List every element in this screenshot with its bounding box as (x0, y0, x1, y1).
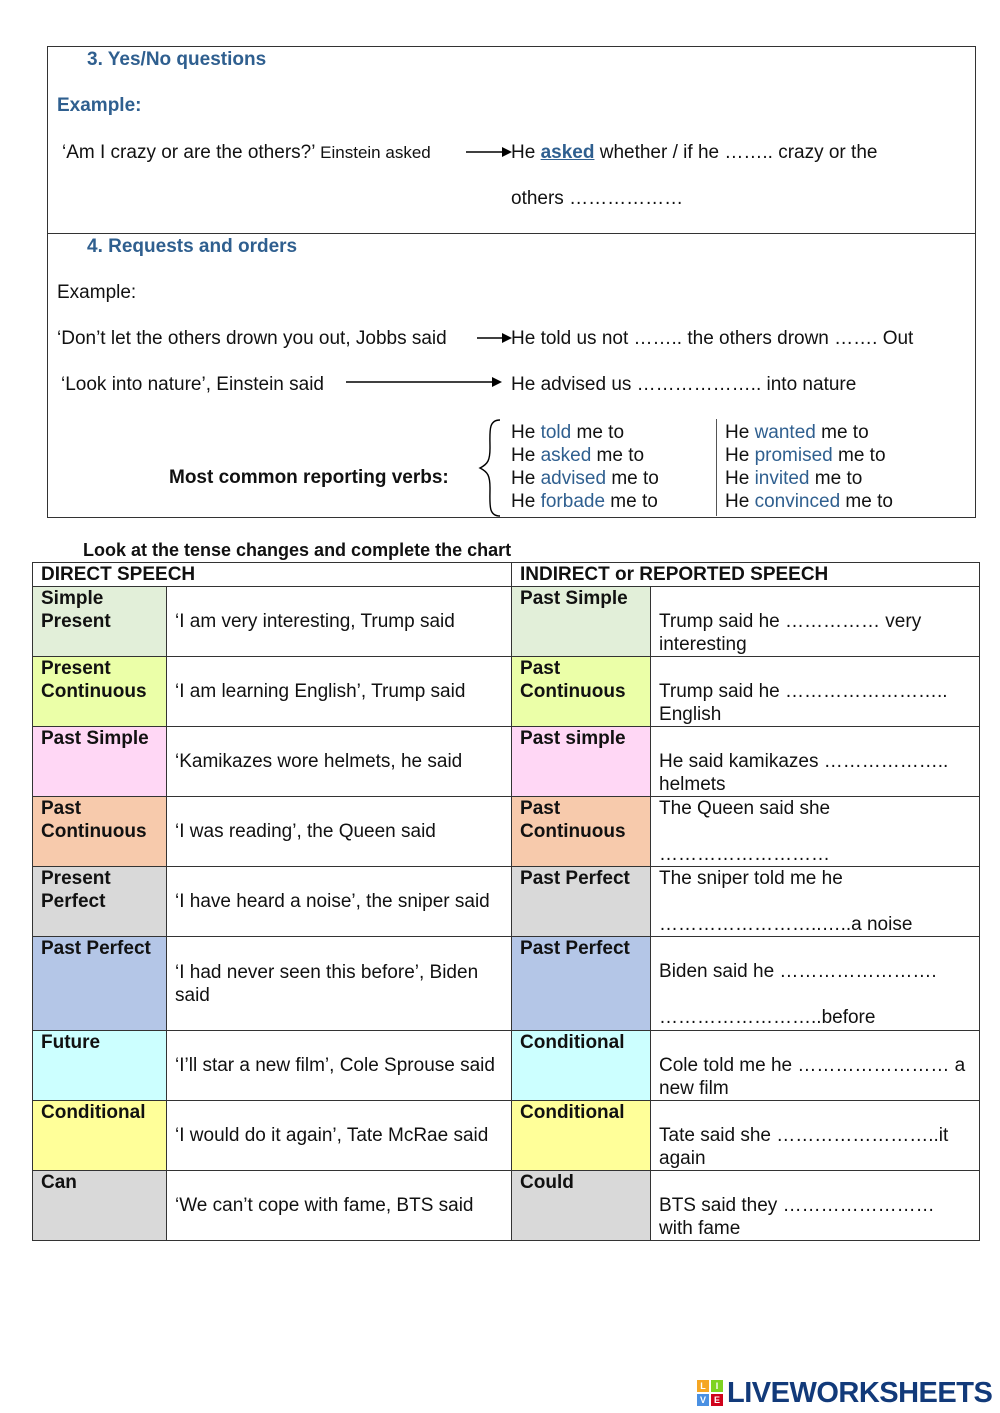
section3-reported-pre: He (511, 142, 541, 163)
direct-sentence: ‘I was reading’, the Queen said (167, 797, 512, 867)
section3-reported-post: whether / if he …….. crazy or the (594, 142, 878, 163)
section4-example-label: Example: (57, 282, 137, 303)
section3-speaker: Einstein asked (315, 143, 431, 162)
table-row (33, 867, 980, 937)
chart-heading: Look at the tense changes and complete the chart (83, 540, 512, 560)
reported-sentence[interactable]: Trump said he …………… very interesting (651, 587, 980, 657)
table-row (33, 727, 980, 797)
table-row (33, 1171, 980, 1241)
direct-tense: Past Simple (33, 727, 167, 797)
section3-quote: ‘Am I crazy or are the others?’ (62, 142, 316, 163)
reporting-verb: promised (754, 445, 833, 466)
table-header-row (33, 563, 980, 587)
table-row (33, 657, 980, 727)
reported-tense: Past Continuous (512, 657, 651, 727)
curly-brace-icon (476, 418, 504, 518)
reporting-verb-row: He forbade me to (511, 491, 658, 512)
direct-tense: Future (33, 1031, 167, 1101)
direct-sentence: ‘Kamikazes wore helmets, he said (167, 727, 512, 797)
reporting-verb: wanted (754, 422, 816, 443)
section3-reported-line2: others ……………… (511, 188, 684, 209)
reported-sentence[interactable]: The sniper told me he ……………………..…..a noise (651, 867, 980, 937)
section3-reported-line (511, 142, 877, 164)
reporting-verb: told (540, 422, 572, 443)
reporting-verbs-right (725, 421, 893, 513)
section4-heading: 4. Requests and orders (87, 236, 298, 257)
direct-tense: Past Perfect (33, 937, 167, 1031)
direct-sentence: ‘I had never seen this before’, Biden said (167, 937, 512, 1031)
reporting-verb-row: He asked me to (511, 445, 645, 466)
section4-example2-reported: He advised us ……………….. into nature (511, 374, 857, 395)
reporting-verbs-left (511, 421, 659, 513)
direct-sentence: ‘I’ll star a new film’, Cole Sprouse said (167, 1031, 512, 1101)
direct-tense: Can (33, 1171, 167, 1241)
arrow-right-icon (466, 144, 512, 160)
reporting-verb-row: He invited me to (725, 468, 863, 489)
section-divider (47, 233, 975, 234)
logo-text: LIVEWORKSHEETS (727, 1376, 993, 1409)
section4-example2-quote: ‘Look into nature’, Einstein said (61, 374, 324, 395)
table-row (33, 587, 980, 657)
section3-direct-line (62, 142, 431, 164)
section3-reported-verb: asked (540, 142, 595, 163)
direct-sentence: ‘I am very interesting, Trump said (167, 587, 512, 657)
direct-tense: Present Perfect (33, 867, 167, 937)
reported-sentence[interactable]: Biden said he ……………………. ……………………..before (651, 937, 980, 1031)
reporting-verb: asked (540, 445, 592, 466)
direct-tense: Past Continuous (33, 797, 167, 867)
table-row (33, 1101, 980, 1171)
verbs-column-divider (716, 419, 717, 516)
arrow-right-icon (477, 330, 512, 346)
direct-tense: Simple Present (33, 587, 167, 657)
reported-sentence[interactable]: Tate said she ……………………..it again (651, 1101, 980, 1171)
table-row (33, 797, 980, 867)
reported-tense: Past simple (512, 727, 651, 797)
reporting-verb-row: He convinced me to (725, 491, 893, 512)
reporting-verb: convinced (754, 491, 841, 512)
reporting-verb: invited (754, 468, 810, 489)
section3-example-label: Example: (57, 95, 142, 116)
logo-mark-icon: L I V E (697, 1380, 723, 1406)
direct-sentence: ‘We can’t cope with fame, BTS said (167, 1171, 512, 1241)
table-row (33, 1031, 980, 1101)
reported-sentence[interactable]: Trump said he …………………….. English (651, 657, 980, 727)
reported-tense: Conditional (512, 1101, 651, 1171)
reporting-verb-row: He wanted me to (725, 422, 869, 443)
reported-sentence[interactable]: BTS said they …………………… with fame (651, 1171, 980, 1241)
reported-tense: Past Perfect (512, 937, 651, 1031)
direct-tense: Present Continuous (33, 657, 167, 727)
reported-tense: Conditional (512, 1031, 651, 1101)
table-row (33, 937, 980, 1031)
reported-sentence[interactable]: He said kamikazes ……………….. helmets (651, 727, 980, 797)
section4-example1-quote: ‘Don’t let the others drown you out, Jobbs said (57, 328, 447, 349)
reported-tense: Could (512, 1171, 651, 1241)
reporting-verb: advised (540, 468, 607, 489)
direct-sentence: ‘I would do it again’, Tate McRae said (167, 1101, 512, 1171)
reported-tense: Past Simple (512, 587, 651, 657)
reported-tense: Past Perfect (512, 867, 651, 937)
liveworksheets-logo[interactable] (697, 1376, 992, 1410)
direct-sentence: ‘I have heard a noise’, the sniper said (167, 867, 512, 937)
reporting-verb: forbade (540, 491, 606, 512)
reporting-verb-row: He told me to (511, 422, 625, 443)
section3-heading: 3. Yes/No questions (87, 49, 267, 70)
direct-tense: Conditional (33, 1101, 167, 1171)
arrow-right-icon (346, 374, 502, 390)
direct-sentence: ‘I am learning English’, Trump said (167, 657, 512, 727)
reporting-verb-row: He advised me to (511, 468, 659, 489)
section4-example1-reported: He told us not …….. the others drown ……. Out (511, 328, 914, 349)
reported-sentence[interactable]: The Queen said she ……………………… (651, 797, 980, 867)
header-direct-speech: DIRECT SPEECH (33, 563, 512, 587)
reporting-verbs-label: Most common reporting verbs: (169, 467, 449, 488)
header-indirect-speech: INDIRECT or REPORTED SPEECH (512, 563, 980, 587)
reported-sentence[interactable]: Cole told me he …………………… a new film (651, 1031, 980, 1101)
tense-chart-table (32, 562, 980, 1241)
reported-tense: Past Continuous (512, 797, 651, 867)
reporting-verb-row: He promised me to (725, 445, 886, 466)
